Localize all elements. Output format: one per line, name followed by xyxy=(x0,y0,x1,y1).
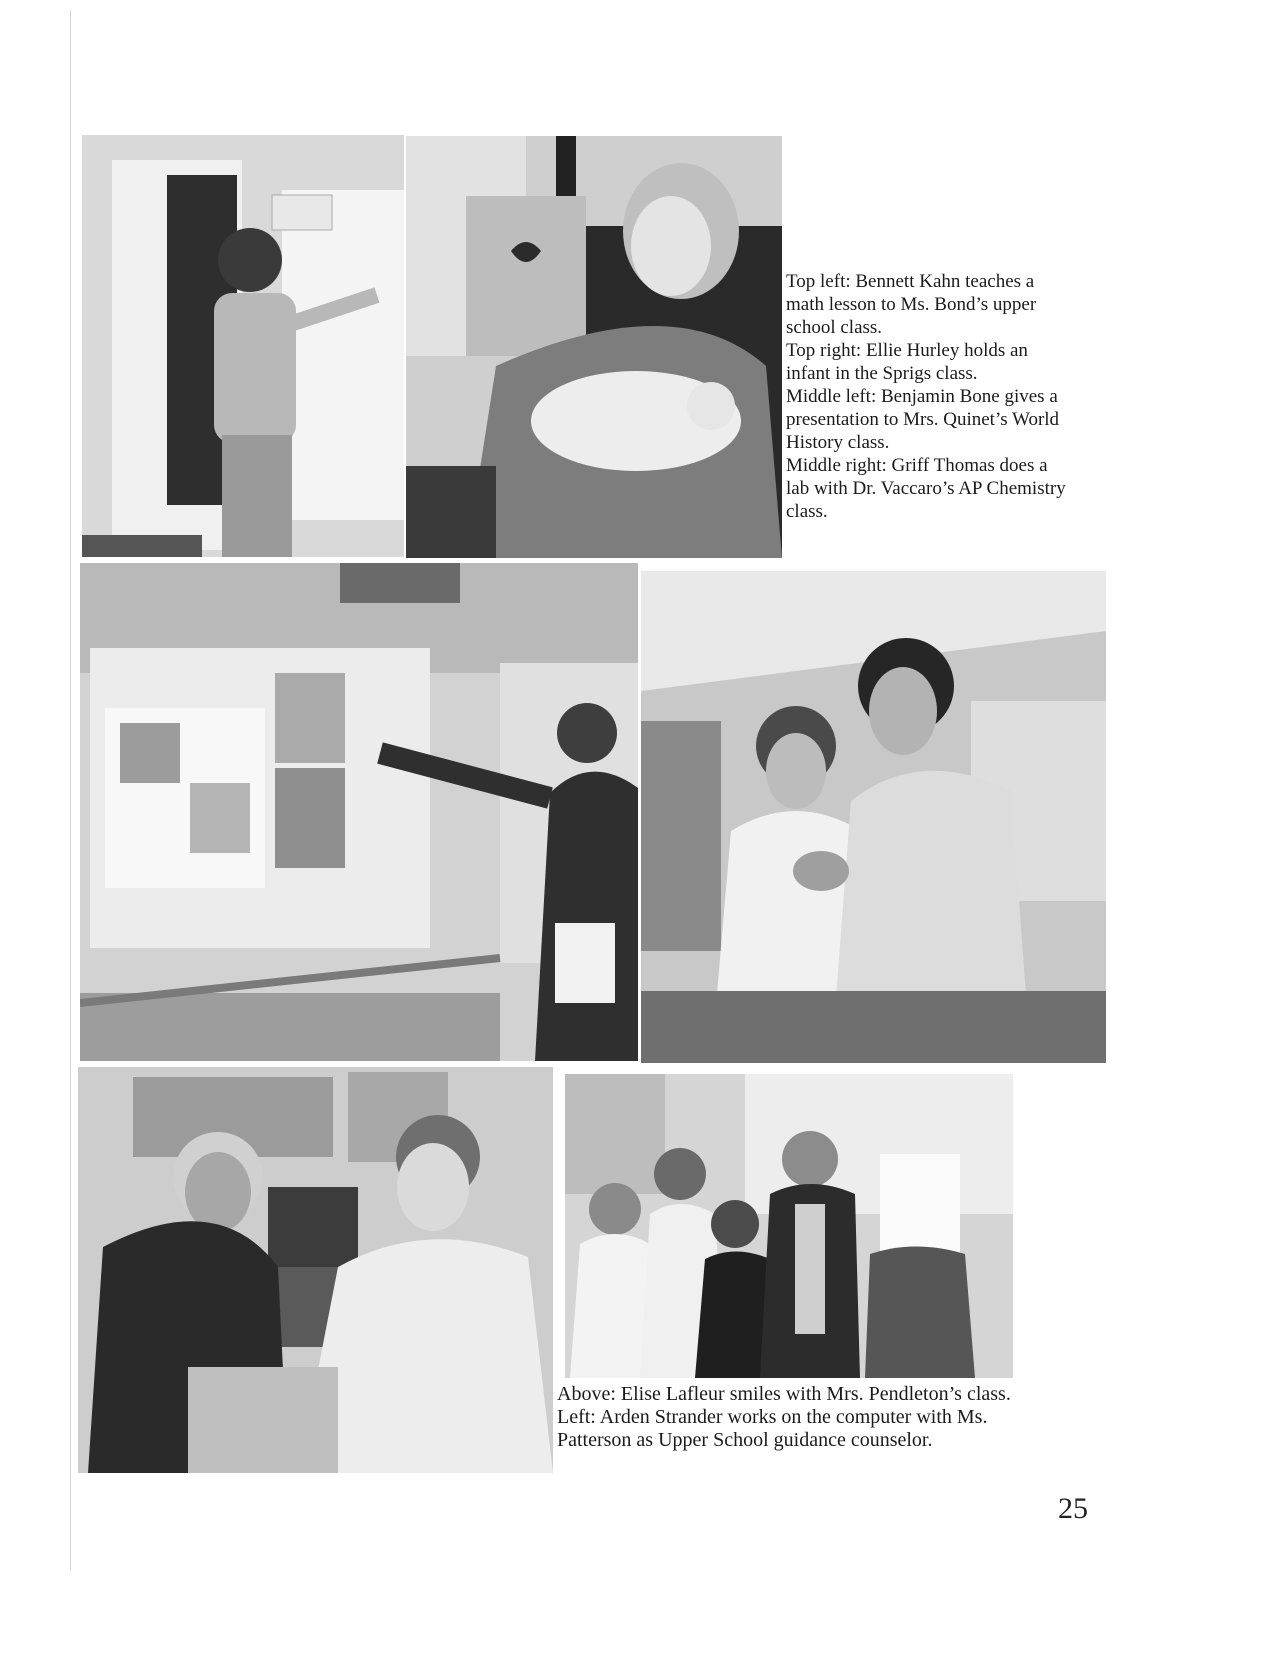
caption-line: lab with Dr. Vaccaro’s AP Chemistry xyxy=(786,478,1066,499)
caption-line: Left: Arden Strander works on the computer with Ms. xyxy=(557,1406,988,1428)
photo-top-left xyxy=(82,135,404,557)
photo-middle-left xyxy=(80,563,638,1061)
caption-line: Above: Elise Lafleur smiles with Mrs. Pendleton’s class. xyxy=(557,1383,1011,1405)
caption-line: Top right: Ellie Hurley holds an xyxy=(786,340,1028,361)
caption-line: Top left: Bennett Kahn teaches a xyxy=(786,271,1035,292)
caption-top xyxy=(786,270,1066,523)
photo-top-right xyxy=(406,136,782,558)
caption-line: Middle right: Griff Thomas does a xyxy=(786,455,1048,476)
caption-line: presentation to Mrs. Quinet’s World xyxy=(786,409,1060,430)
page-margin-line xyxy=(70,10,71,1570)
caption-line: infant in the Sprigs class. xyxy=(786,363,978,384)
caption-line: History class. xyxy=(786,432,890,453)
caption-line: Patterson as Upper School guidance counselor. xyxy=(557,1429,933,1451)
photo-bottom-right xyxy=(565,1074,1013,1378)
caption-line: school class. xyxy=(786,317,883,338)
caption-line: Middle left: Benjamin Bone gives a xyxy=(786,386,1058,407)
caption-line: math lesson to Ms. Bond’s upper xyxy=(786,294,1037,315)
photo-middle-right xyxy=(641,571,1106,1063)
photo-bottom-left xyxy=(78,1067,553,1473)
caption-line: class. xyxy=(786,501,828,522)
caption-bottom xyxy=(557,1383,1011,1452)
page-number: 25 xyxy=(1058,1492,1088,1525)
